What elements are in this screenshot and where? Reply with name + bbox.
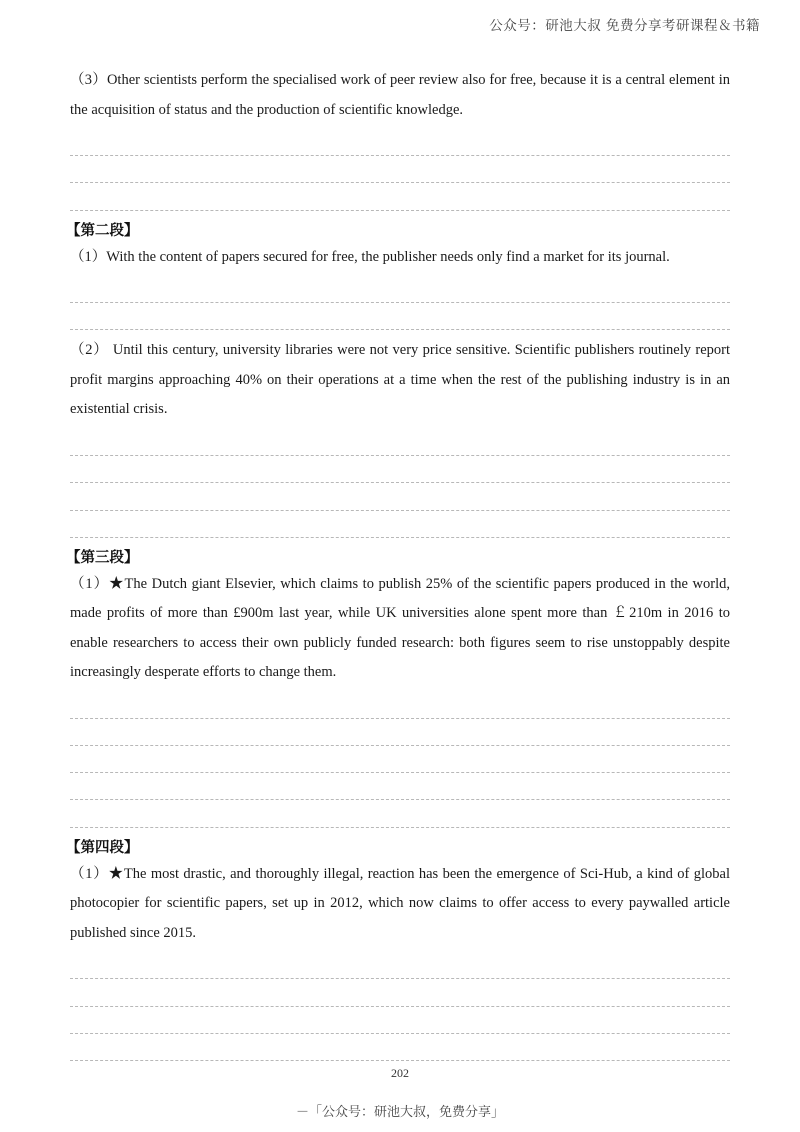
writing-line[interactable]	[70, 719, 730, 746]
footer-note: －「公众号：研池大叔，免费分享」	[295, 1105, 504, 1120]
writing-line[interactable]	[70, 746, 730, 773]
writing-line[interactable]	[70, 511, 730, 538]
header-note: 公众号：研池大叔 免费分享考研课程＆书籍	[489, 18, 760, 34]
writing-line[interactable]	[70, 483, 730, 510]
section-heading-3: 【第三段】	[66, 549, 139, 566]
sentence-4-1: （1）★The most drastic, and thoroughly illegal, reaction has been the emergence of Sci-Hub, a kind of global photocopier for scientific papers, set up in 2012, which now claims to offer access to every paywalled article published since 2015.	[70, 865, 730, 941]
writing-lines	[70, 276, 730, 330]
writing-line[interactable]	[70, 952, 730, 979]
writing-lines	[70, 692, 730, 828]
writing-lines	[70, 429, 730, 538]
writing-line[interactable]	[70, 129, 730, 156]
writing-line[interactable]	[70, 800, 730, 827]
writing-line[interactable]	[70, 156, 730, 183]
writing-lines	[70, 952, 730, 1061]
document-content	[66, 66, 730, 1061]
sentence-2-1: （1）With the content of papers secured for free, the publisher needs only find a market for its journal.	[70, 248, 670, 265]
writing-lines	[70, 129, 730, 211]
writing-line[interactable]	[70, 276, 730, 303]
page-number: 202	[391, 1066, 409, 1080]
writing-line[interactable]	[70, 183, 730, 210]
sentence-3-1: （1）★The Dutch giant Elsevier, which claims to publish 25% of the scientific papers produced in the world, made profits of more than £900m last year, while UK universities alone spent more than ￡210m in 2016 to enable researchers to access their own publicly funded research: both figures seem to rise unstoppably despite increasingly desperate efforts to change them.	[70, 575, 730, 681]
writing-line[interactable]	[70, 456, 730, 483]
writing-line[interactable]	[70, 1007, 730, 1034]
sentence-2-2: （2） Until this century, university libraries were not very price sensitive. Scientific publishers routinely report profit margins approaching 40% on their operations at a time when the rest of the publishing industry is in an existential crisis.	[70, 342, 730, 418]
section-heading-2: 【第二段】	[66, 222, 139, 239]
writing-line[interactable]	[70, 773, 730, 800]
writing-line[interactable]	[70, 979, 730, 1006]
section-heading-4: 【第四段】	[66, 839, 139, 856]
writing-line[interactable]	[70, 1034, 730, 1061]
sentence-1-3: （3）Other scientists perform the specialised work of peer review also for free, because it is a central element in the acquisition of status and the production of scientific knowledge.	[70, 72, 730, 118]
writing-line[interactable]	[70, 692, 730, 719]
writing-line[interactable]	[70, 429, 730, 456]
writing-line[interactable]	[70, 303, 730, 330]
